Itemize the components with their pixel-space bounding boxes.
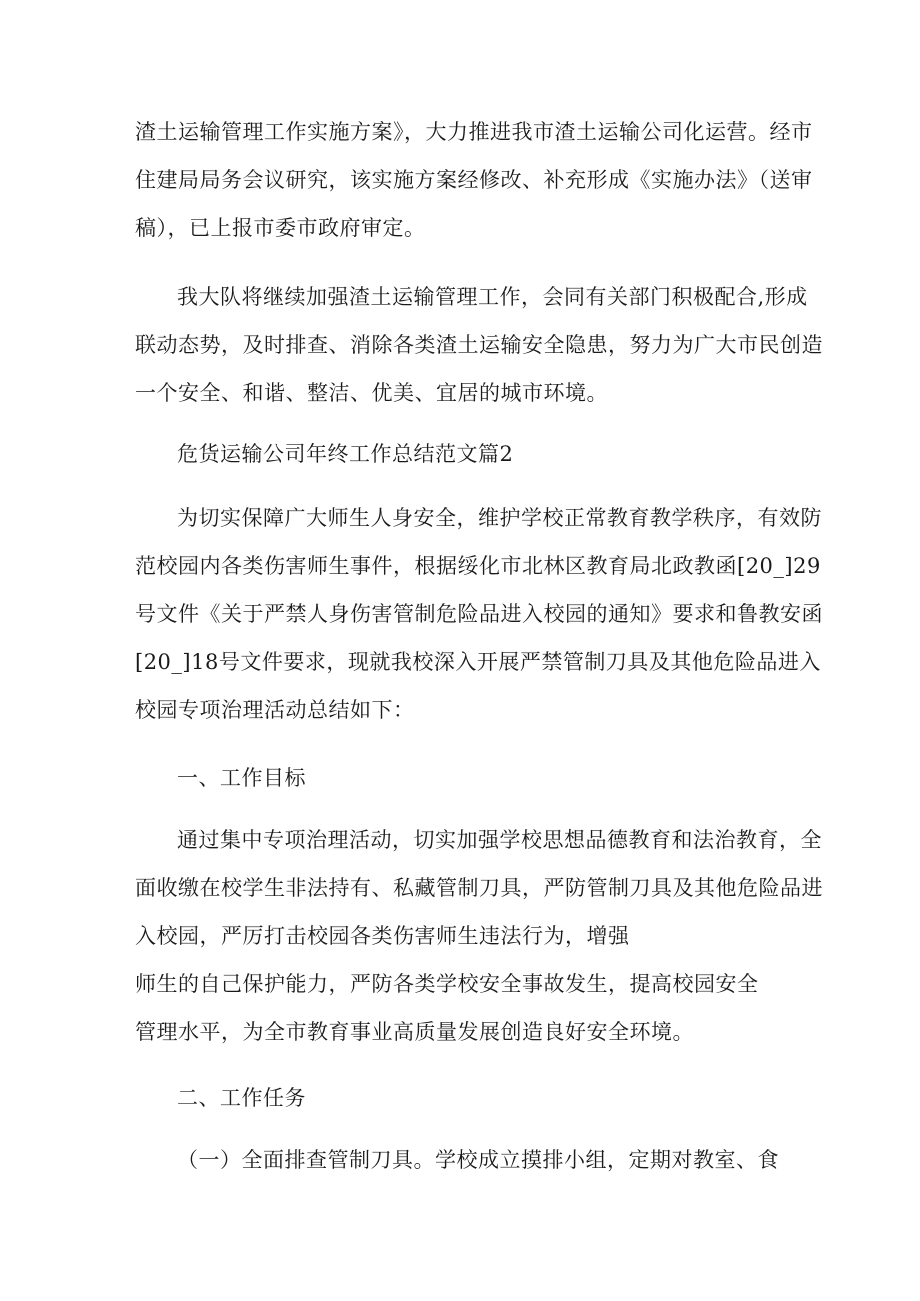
paragraph-line: 渣土运输管理工作实施方案》，大力推进我市渣土运输公司化运营。经市	[135, 120, 813, 144]
section-heading: 危货运输公司年终工作总结范文篇2	[177, 442, 514, 466]
paragraph-line: [20_]18号文件要求，现就我校深入开展严禁管制刀具及其他危险品进入	[135, 650, 821, 674]
paragraph-line: 范校园内各类伤害师生事件，根据绥化市北林区教育局北政教函[20_]29	[135, 554, 821, 578]
paragraph-line: 稿），已上报市委市政府审定。	[135, 216, 426, 240]
paragraph-line: 住建局局务会议研究，该实施方案经修改、补充形成《实施办法》（送审	[135, 168, 813, 192]
paragraph-line: （一）全面排查管制刀具。学校成立摸排小组，定期对教室、食	[177, 1148, 779, 1172]
paragraph-line: 为切实保障广大师生人身安全，维护学校正常教育教学秩序，有效防	[177, 506, 822, 530]
paragraph-line: 入校园，严厉打击校园各类伤害师生违法行为，增强	[135, 924, 630, 948]
paragraph-line: 联动态势，及时排查、消除各类渣土运输安全隐患，努力为广大市民创造	[135, 333, 823, 357]
paragraph-line: 我大队将继续加强渣土运输管理工作，会同有关部门积极配合,形成	[177, 285, 808, 309]
paragraph-line: 面收缴在校学生非法持有、私藏管制刀具，严防管制刀具及其他危险品进	[135, 876, 823, 900]
section-heading: 二、工作任务	[177, 1086, 306, 1110]
paragraph-line: 一个安全、和谐、整洁、优美、宜居的城市环境。	[135, 381, 608, 405]
paragraph-line: 管理水平，为全市教育事业高质量发展创造良好安全环境。	[135, 1020, 694, 1044]
paragraph-line: 通过集中专项治理活动，切实加强学校思想品德教育和法治教育，全	[177, 828, 822, 852]
paragraph-line: 号文件《关于严禁人身伤害管制危险品进入校园的通知》要求和鲁教安函	[135, 602, 823, 626]
section-heading: 一、工作目标	[177, 766, 306, 790]
paragraph-line: 校园专项治理活动总结如下：	[135, 698, 415, 722]
paragraph-line: 师生的自己保护能力，严防各类学校安全事故发生，提高校园安全	[135, 972, 759, 996]
